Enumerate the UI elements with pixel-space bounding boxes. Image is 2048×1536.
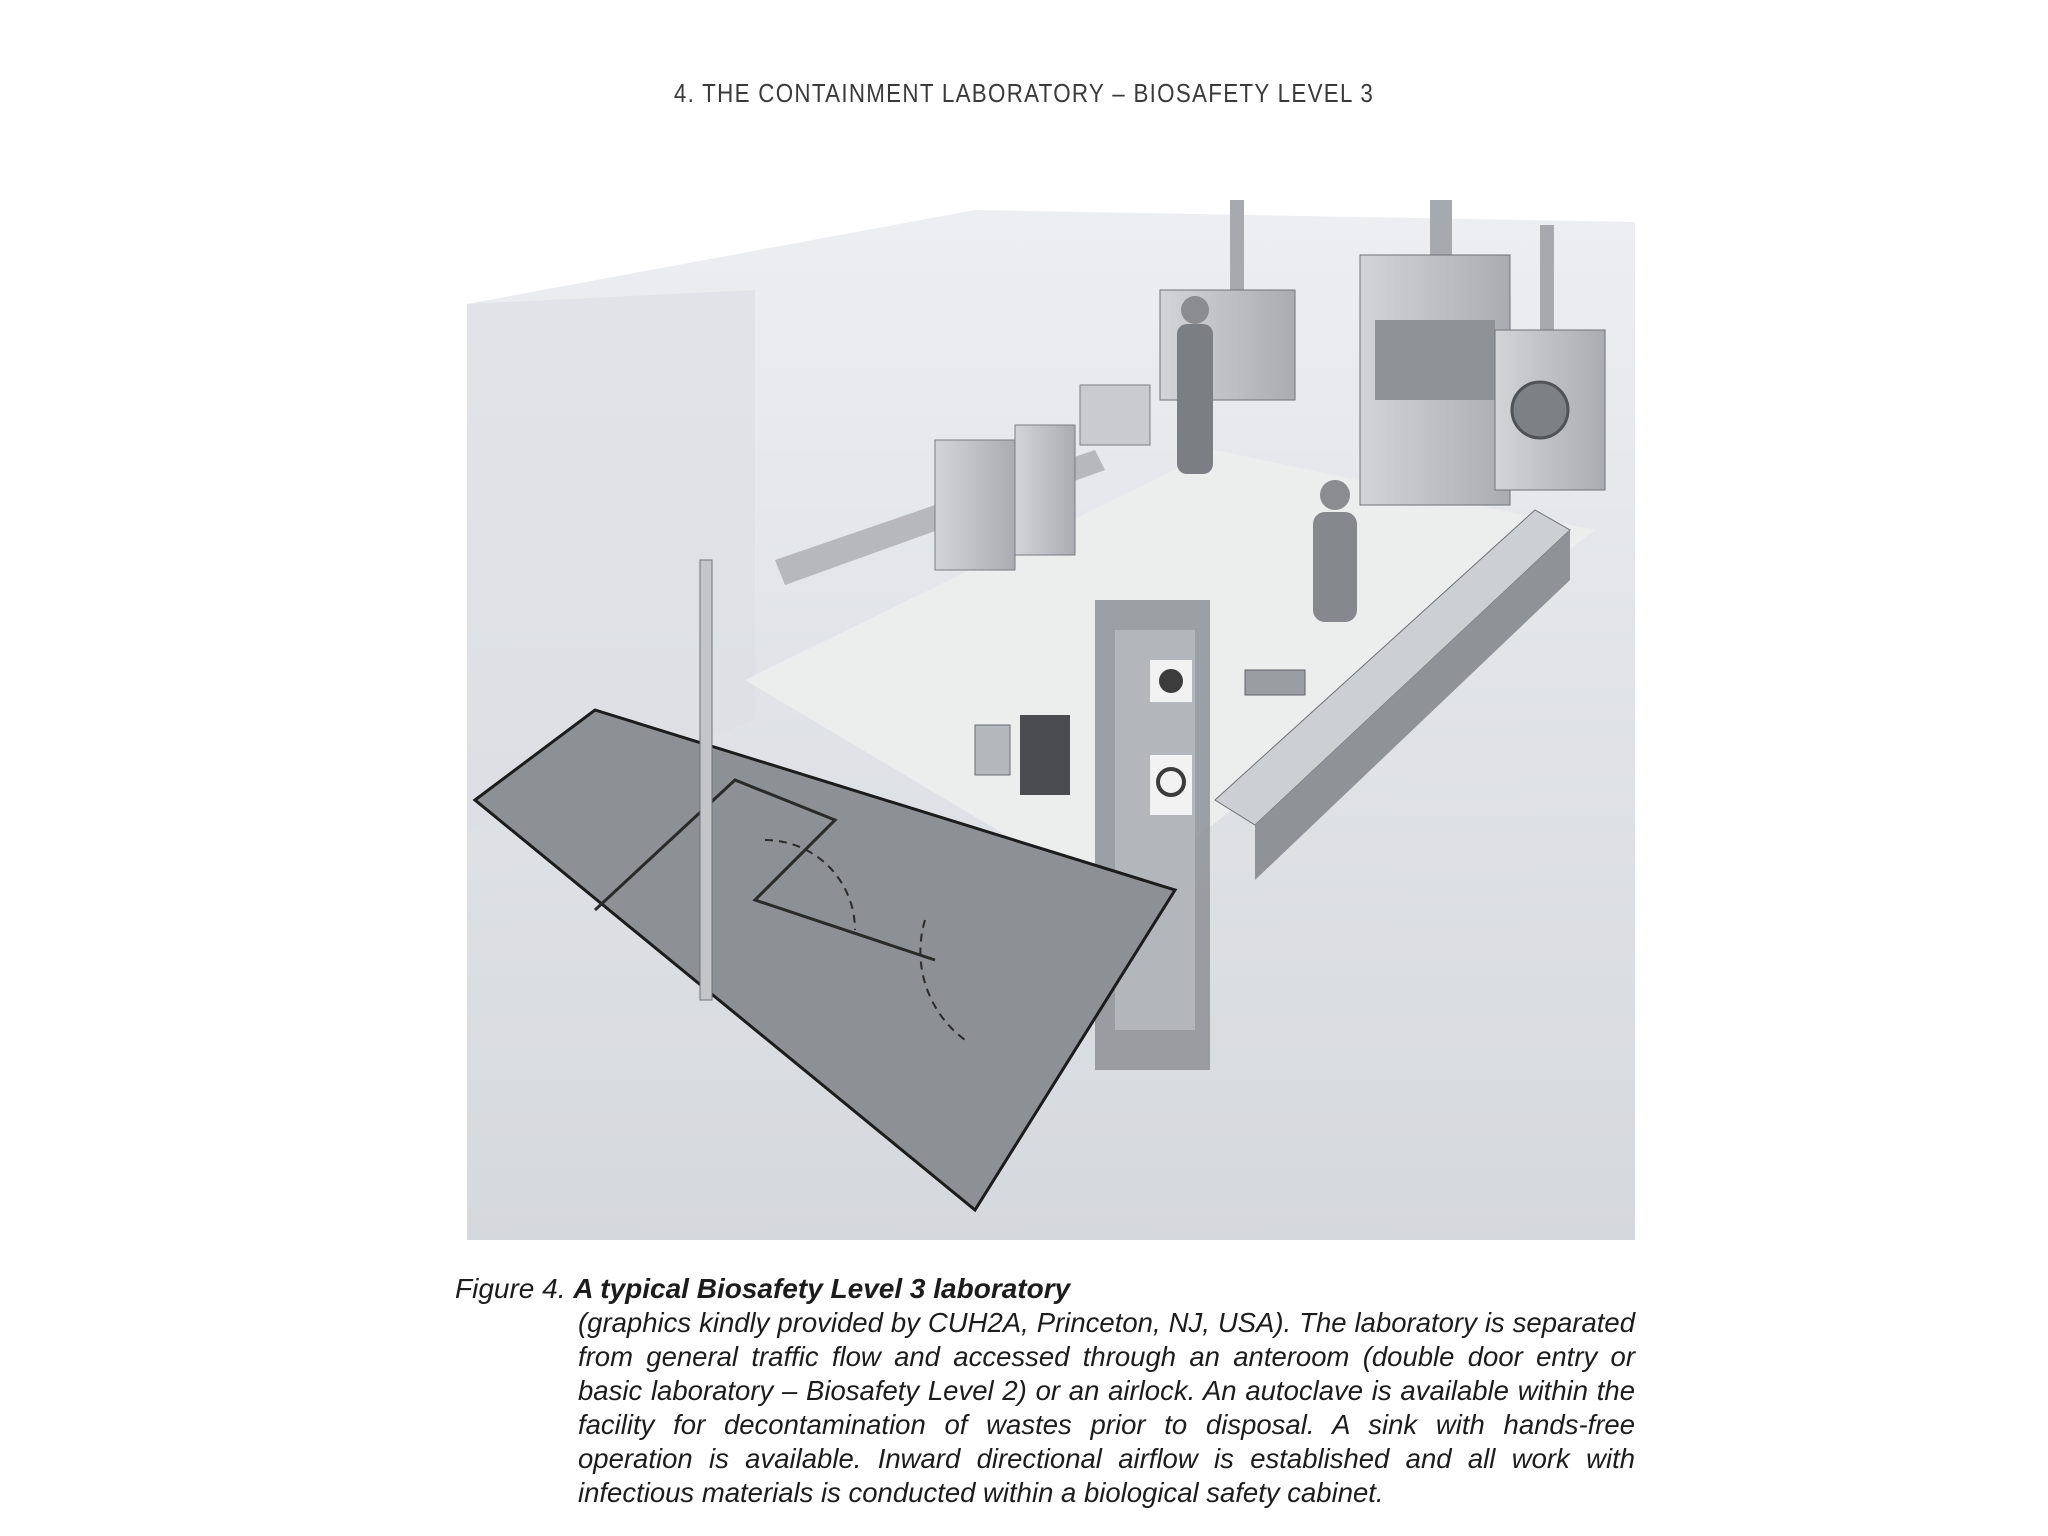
running-header: 4. THE CONTAINMENT LABORATORY – BIOSAFETY LEVEL 3	[673, 78, 1375, 108]
biohazard-waste-container	[1020, 715, 1070, 795]
figure-title: A typical Biosafety Level 3 laboratory	[573, 1273, 1071, 1304]
refrigerator-2	[1015, 425, 1075, 555]
hands-free-sink	[1245, 670, 1305, 695]
fume-hood-duct	[1430, 200, 1452, 260]
supply-pipe	[700, 560, 712, 1000]
incubator	[1080, 385, 1150, 445]
figure-label: Figure 4.	[455, 1273, 566, 1304]
autoclave-duct	[1540, 225, 1554, 335]
autoclave-door	[1512, 382, 1568, 438]
lab-illustration	[455, 200, 1635, 1240]
figure-caption	[455, 1272, 1635, 1510]
biohazard-symbol	[1150, 755, 1192, 815]
exhaust-duct	[1230, 200, 1244, 295]
radiation-symbol	[1150, 660, 1192, 702]
figure-caption-text: (graphics kindly provided by CUH2A, Princeton, NJ, USA). The laboratory is separated from general traffic flow and accessed through an anteroom (double door entry or basic laboratory – Biosafety Level 2) or an airlock. An autoclave is available within the facility for decontamination of wastes prior to disposal. A sink with hands-free operation is available. Inward directional airflow is established and all work with infectious materials is conducted within a biological safety cabinet.	[578, 1307, 1635, 1508]
waste-bin	[975, 725, 1010, 775]
fume-hood-sash	[1375, 320, 1495, 400]
refrigerator	[935, 440, 1015, 570]
